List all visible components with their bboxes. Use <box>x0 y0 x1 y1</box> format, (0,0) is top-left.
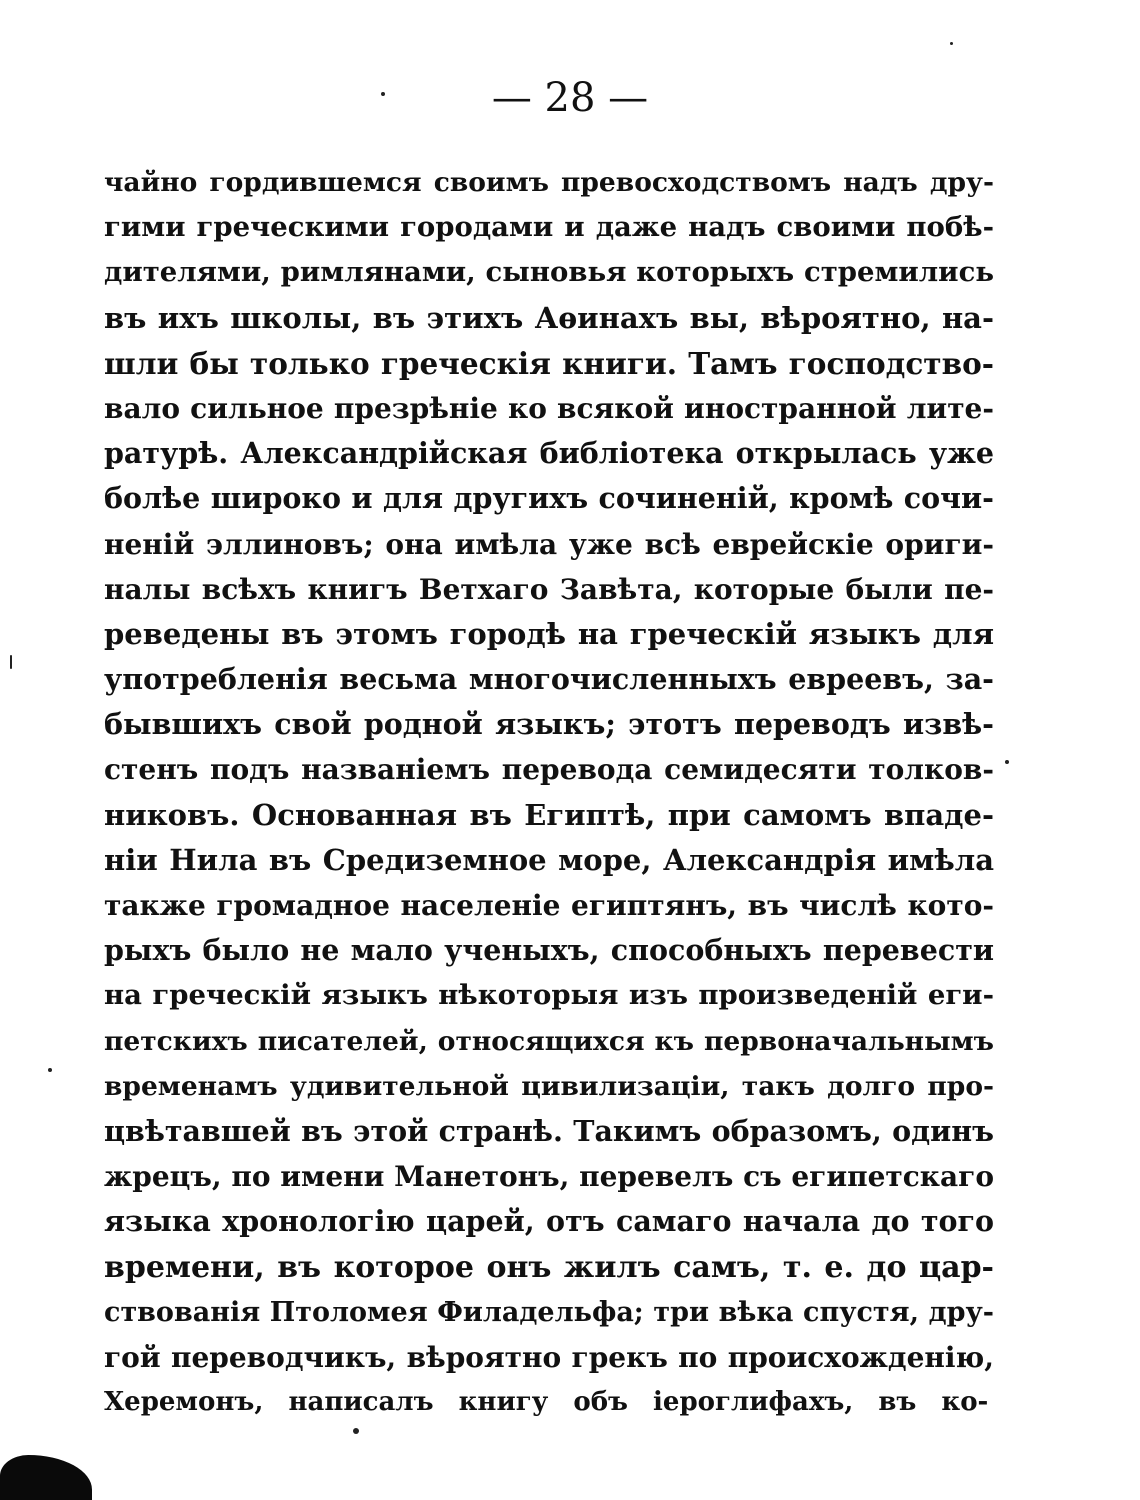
text-line: дителями, римлянами, сыновья которыхъ стремились <box>104 256 994 289</box>
body-text <box>104 160 994 1425</box>
scan-speck <box>48 1068 52 1072</box>
text-line: никовъ. Основанная въ Египтѣ, при самомъ впаде- <box>104 797 994 832</box>
text-line: временамъ удивительной цивилизаціи, такъ долго про- <box>104 1070 994 1102</box>
text-line: языка хронологію царей, отъ самаго начала до того <box>104 1204 994 1239</box>
text-line: рыхъ было не мало ученыхъ, способныхъ перевести <box>104 933 994 968</box>
text-line: на греческій языкъ нѣкоторыя изъ произведеній еги- <box>104 979 994 1012</box>
text-line: жрецъ, по имени Манетонъ, перевелъ съ египетскаго <box>104 1160 994 1194</box>
text-line: чайно гордившемся своимъ превосходствомъ надъ дру- <box>104 167 994 198</box>
text-line: бывшихъ свой родной языкъ; этотъ переводъ извѣ- <box>104 707 994 742</box>
text-line: вало сильное презрѣніе ко всякой иностранной лите- <box>104 391 994 425</box>
text-line: ніи Нила въ Средиземное море, Александрія имѣла <box>104 842 994 877</box>
text-line: въ ихъ школы, въ этихъ Аѳинахъ вы, вѣроятно, на- <box>104 300 994 335</box>
text-line: болѣе широко и для другихъ сочиненій, кромѣ сочи- <box>104 481 994 516</box>
text-line: времени, въ которое онъ жилъ самъ, т. е. до цар- <box>104 1249 994 1285</box>
text-line: гими греческими городами и даже надъ своими побѣ- <box>104 211 994 244</box>
text-line: цвѣтавшей въ этой странѣ. Такимъ образомъ, одинъ <box>104 1113 994 1148</box>
text-line: гой переводчикъ, вѣроятно грекъ по происхожденію, <box>104 1340 994 1374</box>
text-line: реведены въ этомъ городѣ на греческій языкъ для <box>104 616 994 651</box>
text-line: ратурѣ. Александрійская библіотека открылась уже <box>104 436 994 471</box>
text-line: ствованія Птоломея Филадельфа; три вѣка спустя, дру- <box>104 1296 994 1328</box>
scan-speck <box>950 42 953 45</box>
text-line: также громадное населеніе египтянъ, въ числѣ кото- <box>104 889 994 922</box>
ink-blot <box>0 1455 92 1500</box>
text-line: употребленія весьма многочисленныхъ евреевъ, за- <box>104 662 994 697</box>
text-line: петскихъ писателей, относящихся къ первоначальнымъ <box>104 1025 994 1057</box>
scan-speck <box>381 92 385 96</box>
page-number: — 28 — <box>491 75 649 121</box>
text-line: стенъ подъ названіемъ перевода семидесяти толков- <box>104 753 994 787</box>
scan-speck <box>1005 760 1009 764</box>
scan-speck <box>10 655 12 669</box>
text-line: налы всѣхъ книгъ Ветхаго Завѣта, которые были пе- <box>104 572 994 606</box>
text-line: шли бы только греческія книги. Тамъ господство- <box>104 345 994 381</box>
scan-speck <box>353 1428 359 1434</box>
text-line: неній эллиновъ; она имѣла уже всѣ еврейскіе ориги- <box>104 527 994 561</box>
text-line: Херемонъ, написалъ книгу объ іероглифахъ, въ ко- <box>104 1387 989 1418</box>
